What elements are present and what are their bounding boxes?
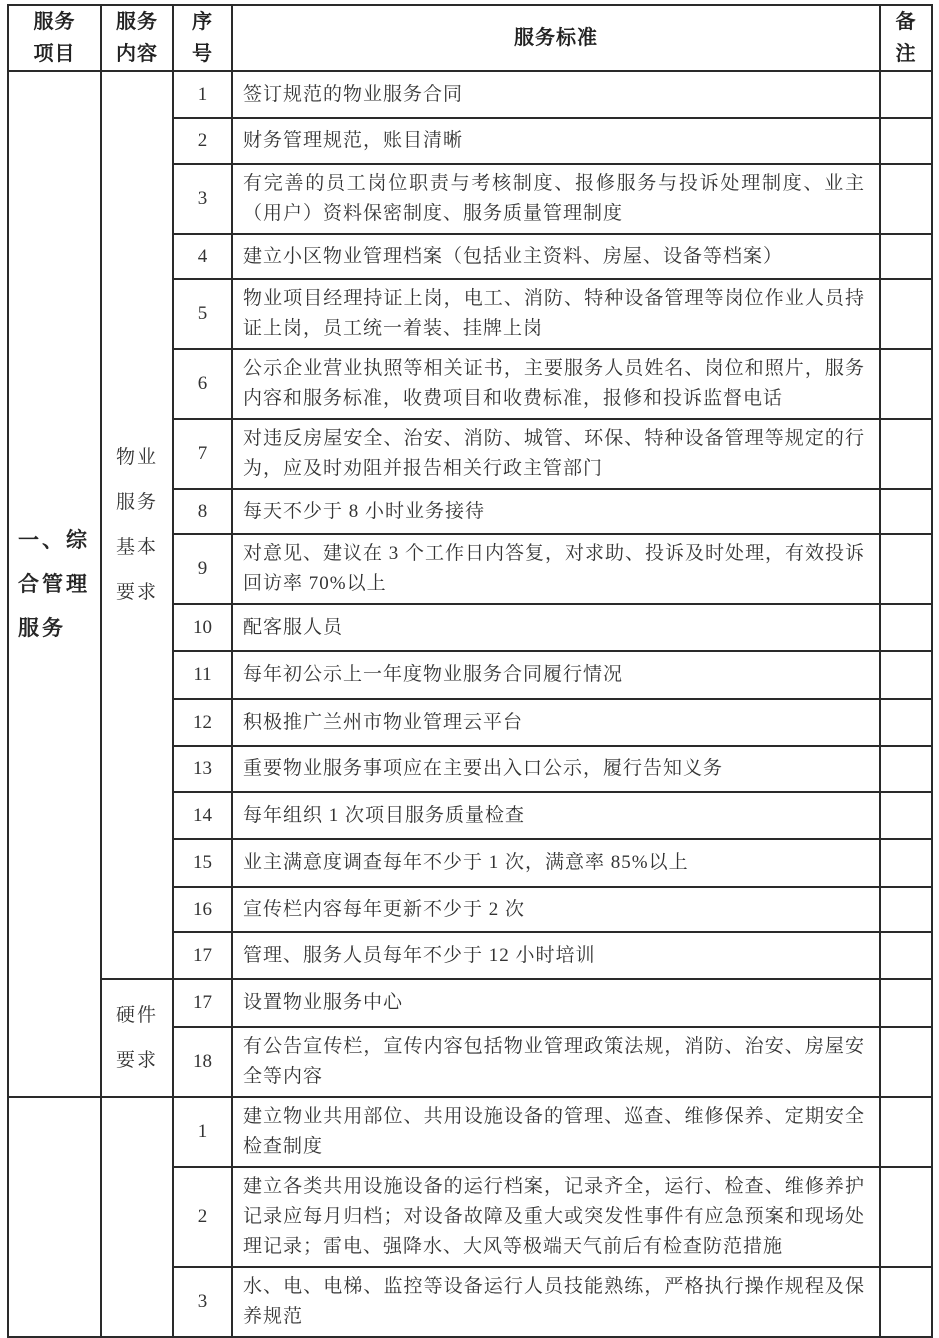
header-remark: 备注: [880, 5, 932, 71]
row-number: 11: [173, 651, 232, 699]
standard-cell: 对违反房屋安全、治安、消防、城管、环保、特种设备管理等规定的行为，应及时劝阻并报告相关行政主管部门: [232, 419, 880, 489]
standard-cell: 重要物业服务事项应在主要出入口公示，履行告知义务: [232, 746, 880, 792]
remark-cell: [880, 279, 932, 349]
standard-cell: 配客服人员: [232, 604, 880, 651]
standard-cell: 有完善的员工岗位职责与考核制度、报修服务与投诉处理制度、业主（用户）资料保密制度、服务质量管理制度: [232, 164, 880, 234]
standard-cell: 设置物业服务中心: [232, 979, 880, 1027]
remark-cell: [880, 887, 932, 932]
row-number: 5: [173, 279, 232, 349]
service-item-cell: [8, 1097, 101, 1337]
standard-cell: 管理、服务人员每年不少于 12 小时培训: [232, 932, 880, 979]
table-row: [8, 1097, 932, 1167]
remark-cell: [880, 604, 932, 651]
standard-cell: 宣传栏内容每年更新不少于 2 次: [232, 887, 880, 932]
row-number: 8: [173, 489, 232, 534]
row-number: 16: [173, 887, 232, 932]
standard-cell: 对意见、建议在 3 个工作日内答复，对求助、投诉及时处理，有效投诉回访率 70%以上: [232, 534, 880, 604]
remark-cell: [880, 979, 932, 1027]
row-number: 1: [173, 71, 232, 118]
service-item-cell: 一、综合管理服务: [8, 71, 101, 1097]
service-content-cell: [101, 1097, 173, 1337]
standard-cell: 每年组织 1 次项目服务质量检查: [232, 792, 880, 839]
standard-cell: 业主满意度调查每年不少于 1 次，满意率 85%以上: [232, 839, 880, 887]
remark-cell: [880, 792, 932, 839]
remark-cell: [880, 839, 932, 887]
header-service-item: 服务项目: [8, 5, 101, 71]
standard-cell: 财务管理规范，账目清晰: [232, 118, 880, 164]
remark-cell: [880, 651, 932, 699]
remark-cell: [880, 1097, 932, 1167]
row-number: 10: [173, 604, 232, 651]
remark-cell: [880, 1267, 932, 1337]
table-row: [8, 71, 932, 118]
row-number: 14: [173, 792, 232, 839]
remark-cell: [880, 419, 932, 489]
standard-cell: 建立物业共用部位、共用设施设备的管理、巡查、维修保养、定期安全检查制度: [232, 1097, 880, 1167]
standard-cell: 建立小区物业管理档案（包括业主资料、房屋、设备等档案）: [232, 234, 880, 279]
service-content-cell: 硬件要求: [101, 979, 173, 1097]
row-number: 4: [173, 234, 232, 279]
remark-cell: [880, 234, 932, 279]
header-standard: 服务标准: [232, 5, 880, 71]
table-row: [8, 979, 932, 1027]
row-number: 15: [173, 839, 232, 887]
remark-cell: [880, 71, 932, 118]
remark-cell: [880, 1027, 932, 1097]
row-number: 3: [173, 1267, 232, 1337]
service-content-cell: 物业服务基本要求: [101, 71, 173, 979]
remark-cell: [880, 699, 932, 746]
standard-cell: 水、电、电梯、监控等设备运行人员技能熟练，严格执行操作规程及保养规范: [232, 1267, 880, 1337]
row-number: 18: [173, 1027, 232, 1097]
remark-cell: [880, 118, 932, 164]
standard-cell: 每年初公示上一年度物业服务合同履行情况: [232, 651, 880, 699]
remark-cell: [880, 164, 932, 234]
row-number: 2: [173, 1167, 232, 1267]
standard-cell: 积极推广兰州市物业管理云平台: [232, 699, 880, 746]
standard-cell: 签订规范的物业服务合同: [232, 71, 880, 118]
remark-cell: [880, 932, 932, 979]
row-number: 2: [173, 118, 232, 164]
header-service-content: 服务内容: [101, 5, 173, 71]
header-no: 序号: [173, 5, 232, 71]
standard-cell: 物业项目经理持证上岗，电工、消防、特种设备管理等岗位作业人员持证上岗，员工统一着装、挂牌上岗: [232, 279, 880, 349]
service-standard-table: [7, 4, 933, 1338]
remark-cell: [880, 746, 932, 792]
header-row: [8, 5, 932, 71]
remark-cell: [880, 534, 932, 604]
standard-cell: 公示企业营业执照等相关证书，主要服务人员姓名、岗位和照片，服务内容和服务标准，收费项目和收费标准，报修和投诉监督电话: [232, 349, 880, 419]
standard-cell: 每天不少于 8 小时业务接待: [232, 489, 880, 534]
remark-cell: [880, 1167, 932, 1267]
row-number: 13: [173, 746, 232, 792]
row-number: 3: [173, 164, 232, 234]
row-number: 1: [173, 1097, 232, 1167]
row-number: 7: [173, 419, 232, 489]
standard-cell: 有公告宣传栏，宣传内容包括物业管理政策法规，消防、治安、房屋安全等内容: [232, 1027, 880, 1097]
row-number: 17: [173, 932, 232, 979]
row-number: 6: [173, 349, 232, 419]
row-number: 12: [173, 699, 232, 746]
row-number: 9: [173, 534, 232, 604]
remark-cell: [880, 489, 932, 534]
row-number: 17: [173, 979, 232, 1027]
standard-cell: 建立各类共用设施设备的运行档案，记录齐全，运行、检查、维修养护记录应每月归档；对设备故障及重大或突发性事件有应急预案和现场处理记录；雷电、强降水、大风等极端天气前后有检查防范措施: [232, 1167, 880, 1267]
remark-cell: [880, 349, 932, 419]
